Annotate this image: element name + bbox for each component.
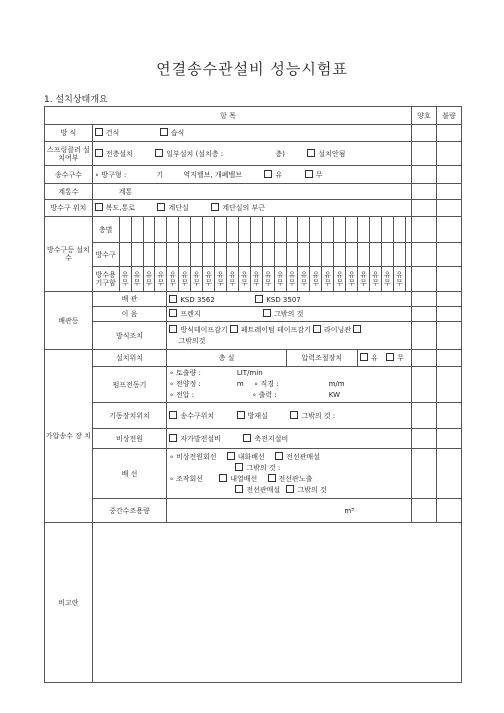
option-yes: 유	[275, 170, 283, 179]
outlet-cell[interactable]	[310, 243, 322, 267]
yes-label: 유	[324, 271, 332, 279]
head-label: ∘ 전양정 :	[169, 380, 201, 388]
no-label: 무	[217, 279, 224, 287]
tool-yes-no-cell[interactable]	[298, 267, 310, 292]
good-cell[interactable]	[412, 307, 437, 322]
tool-yes-no-cell[interactable]	[203, 267, 215, 292]
option-generator: 자가발전설비	[180, 434, 221, 443]
checkbox[interactable]	[95, 128, 103, 136]
outlet-cell[interactable]	[393, 243, 405, 267]
sprinkler-label: 스프링클러 설치여부	[45, 142, 93, 166]
pressure-regulator-label: 압력조절장치	[286, 350, 358, 367]
floor-cell[interactable]	[370, 217, 382, 243]
option-other: 그밖의 것 :	[246, 463, 281, 472]
checkbox[interactable]	[169, 411, 177, 419]
outlet-cell[interactable]	[167, 243, 179, 267]
tool-yes-no-cell[interactable]	[322, 267, 334, 292]
floor-label: 층별	[92, 217, 119, 243]
starter-location-options	[167, 403, 412, 429]
tool-yes-no-cell[interactable]	[238, 267, 250, 292]
tool-yes-no-cell[interactable]	[191, 267, 203, 292]
remarks-field[interactable]	[92, 523, 461, 683]
option-disaster-room: 방재실	[247, 411, 268, 420]
option-exposed: 전선관노출	[278, 474, 313, 483]
outlet-cell[interactable]	[370, 243, 382, 267]
bad-cell[interactable]	[436, 403, 461, 429]
corrosion-options	[167, 322, 412, 350]
output-label: ∘ 출력 :	[252, 391, 277, 399]
floor-cell[interactable]	[310, 217, 322, 243]
tool-yes-no-cell[interactable]	[250, 267, 262, 292]
yes-label: 유	[264, 271, 272, 279]
diameter-label: ∘ 직경 :	[253, 380, 279, 388]
section-heading: 1. 설치상태개요	[44, 95, 108, 105]
option-ksd3562: KSD 3562	[180, 295, 215, 304]
system-count-value	[92, 184, 411, 200]
option-heatproof: 내열배선	[230, 474, 258, 483]
yes-label: 유	[157, 271, 165, 279]
yes-label: 유	[336, 271, 344, 279]
valve-text: 역지밸브, 개폐밸브	[183, 170, 242, 179]
floor-cell[interactable]	[238, 217, 250, 243]
tool-yes-no-cell[interactable]	[262, 267, 274, 292]
option-all-floors: 전층설치	[105, 149, 133, 158]
bad-cell[interactable]	[436, 322, 461, 350]
option-dry: 건식	[105, 129, 120, 137]
no-label: 무	[348, 279, 356, 287]
yes-label: 유	[348, 271, 356, 279]
joint-options	[167, 307, 412, 322]
option-other: 그밖의 것	[297, 485, 327, 494]
outlet-cell[interactable]	[334, 243, 346, 267]
bad-cell[interactable]	[436, 429, 461, 449]
no-label: 무	[336, 279, 344, 287]
outlet-cell[interactable]	[322, 243, 334, 267]
no-label: 무	[240, 279, 248, 287]
inlet-count-label: 송수구수	[45, 166, 93, 184]
no-label: 무	[276, 279, 284, 287]
good-cell[interactable]	[412, 499, 437, 523]
install-location-label: 설치위치	[92, 350, 167, 367]
yes-label: 유	[217, 271, 224, 279]
outlet-cell[interactable]	[155, 243, 167, 267]
yes-label: 유	[372, 271, 379, 279]
outlet-cell[interactable]	[346, 243, 358, 267]
bad-cell[interactable]	[436, 166, 461, 184]
discharge-label: ∘ 토출량 :	[169, 369, 201, 377]
option-no: 무	[397, 354, 404, 362]
bad-cell[interactable]	[436, 367, 461, 403]
option-flange: 프렌지	[180, 310, 201, 318]
tank-unit: m³	[344, 506, 355, 515]
outlet-cell[interactable]	[215, 243, 227, 267]
floor-cell[interactable]	[381, 217, 393, 243]
tool-box-label: 방수용 기구함	[92, 267, 119, 292]
tool-yes-no-cell[interactable]	[334, 267, 346, 292]
no-label: 무	[312, 279, 320, 287]
option-inlet-location: 송수구위치	[180, 411, 215, 420]
no-label: 무	[252, 279, 260, 287]
yes-label: 유	[193, 271, 201, 279]
no-label: 무	[360, 279, 367, 287]
yes-label: 유	[288, 271, 296, 279]
tool-yes-no-cell[interactable]	[310, 267, 322, 292]
starter-location-label: 기동장치위치	[92, 403, 167, 429]
floor-cell[interactable]	[393, 217, 405, 243]
checkbox[interactable]	[227, 452, 235, 460]
yes-label: 유	[360, 271, 367, 279]
tool-yes-no-cell[interactable]	[286, 267, 298, 292]
tool-yes-no-cell[interactable]	[393, 267, 405, 292]
outlet-cell[interactable]	[191, 243, 203, 267]
no-label: 무	[205, 279, 212, 287]
floor-cell[interactable]	[334, 217, 346, 243]
tool-yes-no-cell[interactable]	[179, 267, 191, 292]
no-label: 무	[145, 279, 153, 287]
remarks-label: 비고란	[45, 523, 93, 683]
yes-label: 유	[121, 271, 129, 279]
no-label: 무	[169, 279, 177, 287]
option-near-stairwell: 계단실의 부근	[222, 204, 266, 212]
outlet-cell[interactable]	[286, 243, 298, 267]
floor-cell[interactable]	[203, 217, 215, 243]
checkbox[interactable]	[169, 295, 177, 303]
outlet-cell[interactable]	[262, 243, 274, 267]
bad-header: 불량	[436, 107, 461, 125]
checkbox[interactable]	[235, 485, 243, 493]
head-unit: m	[236, 380, 244, 388]
option-corridor: 복도,통로	[105, 204, 135, 212]
outlet-cell[interactable]	[131, 243, 143, 267]
option-stairwell: 계단실	[168, 204, 189, 212]
yes-label: 유	[395, 271, 403, 279]
bad-cell[interactable]	[436, 350, 461, 367]
good-cell[interactable]	[412, 243, 437, 267]
checkbox[interactable]	[263, 309, 271, 317]
bad-cell[interactable]	[436, 125, 461, 142]
outlet-label: 방수구	[92, 243, 119, 267]
option-other: 그밖의 것 :	[301, 411, 336, 420]
checkbox[interactable]	[95, 149, 103, 157]
method-label: 방 식	[45, 125, 93, 142]
install-location-value: 층 실	[167, 350, 286, 367]
floor-cell[interactable]	[286, 217, 298, 243]
outlet-cell[interactable]	[274, 243, 286, 267]
checkbox[interactable]	[264, 170, 272, 178]
option-none: 설치안됨	[318, 149, 346, 158]
good-cell[interactable]	[412, 292, 437, 307]
no-label: 무	[288, 279, 296, 287]
yes-label: 유	[276, 271, 284, 279]
inlet-unit: 기	[156, 170, 164, 179]
checkbox[interactable]	[243, 434, 251, 442]
checkbox[interactable]	[157, 203, 165, 211]
outlet-cell[interactable]	[238, 243, 250, 267]
tool-yes-no-cell[interactable]	[274, 267, 286, 292]
checkbox[interactable]	[235, 463, 243, 471]
checkbox[interactable]	[211, 203, 219, 211]
floor-cell[interactable]	[143, 217, 155, 243]
tool-yes-no-cell[interactable]	[370, 267, 382, 292]
no-label: 무	[229, 279, 236, 287]
bad-cell[interactable]	[436, 200, 461, 217]
floor-cell[interactable]	[250, 217, 262, 243]
outlet-location-options	[92, 200, 411, 217]
system-unit: 계통	[118, 187, 133, 196]
output-unit: KW	[328, 391, 341, 399]
option-battery: 축전지설비	[254, 434, 289, 443]
tool-yes-no-cell[interactable]	[131, 267, 143, 292]
wiring-label: 배 선	[92, 449, 167, 499]
option-petrolatum: 페트레이텀 테이프감기	[240, 325, 311, 334]
good-cell[interactable]	[412, 200, 437, 217]
floor-cell[interactable]	[119, 217, 131, 243]
outlet-cell[interactable]	[358, 243, 370, 267]
floor-cell[interactable]	[179, 217, 191, 243]
system-count-label: 계통수	[45, 184, 93, 200]
bad-cell[interactable]	[436, 184, 461, 200]
emergency-power-options	[167, 429, 412, 449]
good-cell[interactable]	[412, 449, 437, 499]
good-cell[interactable]	[412, 142, 437, 166]
option-partial: 일부설치 (설치층 :	[166, 149, 224, 158]
yes-label: 유	[384, 271, 391, 279]
option-no: 무	[315, 170, 323, 179]
bad-cell[interactable]	[436, 449, 461, 499]
control-circuit-label: ∘ 조작회선	[169, 474, 203, 483]
good-cell[interactable]	[412, 367, 437, 403]
yes-label: 유	[169, 271, 177, 279]
checkbox[interactable]	[95, 203, 103, 211]
good-cell[interactable]	[412, 166, 437, 184]
no-label: 무	[157, 279, 165, 287]
checkbox[interactable]	[268, 474, 276, 482]
inlet-count-options	[92, 166, 411, 184]
bad-cell[interactable]	[436, 243, 461, 267]
option-other: 그밖의것	[178, 336, 206, 345]
piping-group-label: 배관등	[45, 292, 93, 350]
no-label: 무	[372, 279, 379, 287]
option-tape: 방식테이프감기	[180, 325, 228, 334]
good-header: 양호	[412, 107, 437, 125]
yes-label: 유	[205, 271, 212, 279]
checkbox[interactable]	[305, 170, 313, 178]
corrosion-label: 방식조치	[92, 322, 167, 350]
checkbox[interactable]	[160, 128, 168, 136]
good-cell[interactable]	[412, 429, 437, 449]
option-ksd3507: KSD 3507	[266, 295, 301, 304]
item-header: 항 목	[45, 107, 412, 125]
outlet-cell[interactable]	[203, 243, 215, 267]
diameter-unit: m/m	[328, 380, 345, 388]
pipe-label: 배 관	[92, 292, 167, 307]
checkbox[interactable]	[169, 325, 177, 333]
option-buried: 전선관매설	[246, 485, 281, 494]
no-label: 무	[181, 279, 189, 287]
bad-cell[interactable]	[436, 217, 461, 243]
pressure-regulator-options	[358, 350, 412, 367]
good-cell[interactable]	[412, 217, 437, 243]
floor-cell[interactable]	[226, 217, 238, 243]
no-label: 무	[395, 279, 403, 287]
pump-motor-specs	[167, 367, 412, 403]
floor-cell[interactable]	[215, 217, 227, 243]
tool-yes-no-cell[interactable]	[155, 267, 167, 292]
yes-label: 유	[145, 271, 153, 279]
outlet-cell[interactable]	[381, 243, 393, 267]
option-buried: 전선관매설	[286, 452, 320, 461]
floor-cell[interactable]	[155, 217, 167, 243]
checkbox[interactable]	[360, 353, 368, 361]
bad-cell[interactable]	[436, 142, 461, 166]
outlet-install-label: 방수구등 설치수	[45, 217, 93, 292]
sprinkler-options	[92, 142, 411, 166]
yes-label: 유	[181, 271, 189, 279]
floor-cell[interactable]	[298, 217, 310, 243]
method-options	[92, 125, 411, 142]
tank-capacity-value	[167, 499, 412, 523]
no-label: 무	[133, 279, 141, 287]
tool-yes-no-cell[interactable]	[167, 267, 179, 292]
outlet-cell[interactable]	[179, 243, 191, 267]
bad-cell[interactable]	[436, 292, 461, 307]
tool-yes-no-cell[interactable]	[346, 267, 358, 292]
outlet-cell[interactable]	[250, 243, 262, 267]
bad-cell[interactable]	[436, 267, 461, 292]
floor-cell[interactable]	[131, 217, 143, 243]
joint-label: 이 음	[92, 307, 167, 322]
option-lining: 라이닝관	[324, 325, 352, 334]
good-cell[interactable]	[412, 267, 437, 292]
checkbox[interactable]	[230, 325, 238, 333]
checkbox[interactable]	[169, 434, 177, 442]
floor-cell[interactable]	[262, 217, 274, 243]
pump-motor-label: 펌프전동기	[92, 367, 167, 403]
no-label: 무	[121, 279, 129, 287]
checkbox[interactable]	[169, 309, 177, 317]
checkbox[interactable]	[290, 411, 298, 419]
tool-yes-no-cell[interactable]	[226, 267, 238, 292]
floor-cell[interactable]	[274, 217, 286, 243]
outlet-cell[interactable]	[119, 243, 131, 267]
no-label: 무	[300, 279, 308, 287]
outlet-cell[interactable]	[143, 243, 155, 267]
no-label: 무	[193, 279, 201, 287]
pressurizer-group-label: 가압송수 장 치	[45, 350, 93, 523]
bad-cell[interactable]	[436, 307, 461, 322]
option-other: 그밖의 것	[274, 310, 304, 318]
checkbox[interactable]	[286, 485, 294, 493]
checkbox[interactable]	[219, 474, 227, 482]
no-label: 무	[324, 279, 332, 287]
emergency-circuit-label: ∘ 비상전원회선	[169, 452, 217, 461]
yes-label: 유	[312, 271, 320, 279]
bad-cell[interactable]	[436, 499, 461, 523]
good-cell[interactable]	[412, 350, 437, 367]
yes-label: 유	[300, 271, 308, 279]
checkbox[interactable]	[275, 452, 283, 460]
floor-cell[interactable]	[167, 217, 179, 243]
checkbox[interactable]	[386, 353, 394, 361]
outlet-cell[interactable]	[298, 243, 310, 267]
checkbox[interactable]	[237, 411, 245, 419]
checkbox[interactable]	[307, 149, 315, 157]
tool-yes-no-cell[interactable]	[358, 267, 370, 292]
option-wet: 습식	[170, 129, 185, 137]
floor-suffix: 층)	[275, 149, 285, 158]
yes-label: 유	[133, 271, 141, 279]
tank-capacity-label: 중간수조용량	[92, 499, 167, 523]
tool-yes-no-cell[interactable]	[143, 267, 155, 292]
option-fireproof: 내화배선	[237, 452, 265, 461]
yes-label: 유	[229, 271, 236, 279]
voltage-label: ∘ 전압 :	[169, 391, 195, 399]
inlet-type: ∘ 방구형 :	[94, 170, 127, 179]
tool-yes-no-cell[interactable]	[381, 267, 393, 292]
good-cell[interactable]	[412, 184, 437, 200]
outlet-location-label: 방수구 위치	[45, 200, 93, 217]
pipe-options	[167, 292, 412, 307]
checkbox[interactable]	[155, 149, 163, 157]
outlet-cell[interactable]	[226, 243, 238, 267]
yes-label: 유	[252, 271, 260, 279]
floor-cell[interactable]	[346, 217, 358, 243]
inspection-table	[44, 106, 462, 683]
tool-yes-no-cell[interactable]	[119, 267, 131, 292]
wiring-options	[167, 449, 412, 499]
floor-cell[interactable]	[191, 217, 203, 243]
document-title: 연결송수관설비 성능시험표	[156, 60, 348, 78]
no-label: 무	[264, 279, 272, 287]
good-cell[interactable]	[412, 322, 437, 350]
floor-cell[interactable]	[358, 217, 370, 243]
good-cell[interactable]	[412, 125, 437, 142]
tool-yes-no-cell[interactable]	[215, 267, 227, 292]
option-yes: 유	[371, 354, 378, 362]
yes-label: 유	[240, 271, 248, 279]
checkbox[interactable]	[255, 295, 263, 303]
no-label: 무	[384, 279, 391, 287]
floor-cell[interactable]	[322, 217, 334, 243]
good-cell[interactable]	[412, 403, 437, 429]
checkbox[interactable]	[353, 325, 361, 333]
checkbox[interactable]	[313, 325, 321, 333]
discharge-unit: LIT/min	[236, 369, 263, 377]
emergency-power-label: 비상전원	[92, 429, 167, 449]
